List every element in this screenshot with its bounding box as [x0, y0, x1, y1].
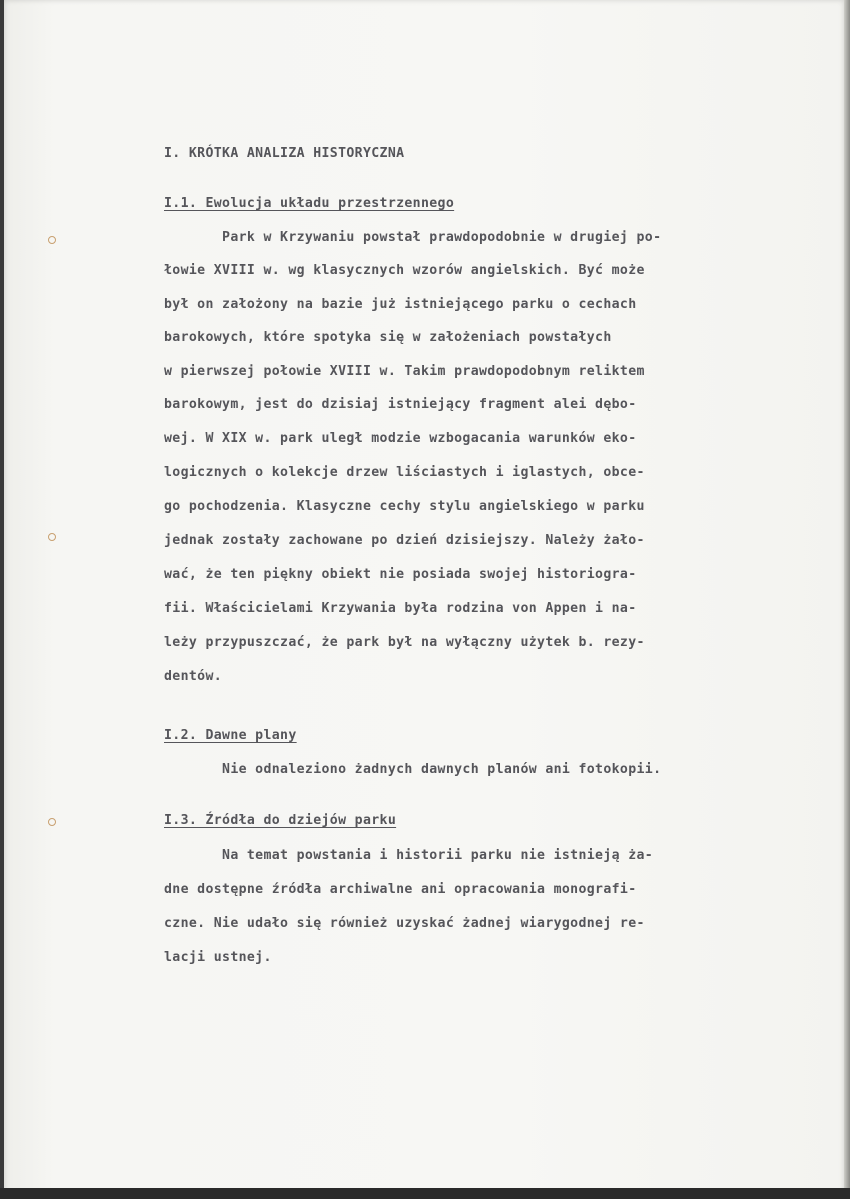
punch-hole-mark — [48, 236, 56, 244]
text-line: w pierwszej połowie XVIII w. Takim prawdopodobnym reliktem — [164, 364, 645, 379]
document-page — [4, 0, 844, 1199]
text-line: lacji ustnej. — [164, 950, 272, 965]
text-line: wać, że ten piękny obiekt nie posiada swojej historiogra- — [164, 567, 637, 582]
section-heading: I.2. Dawne plany — [164, 728, 297, 743]
chapter-title: I. KRÓTKA ANALIZA HISTORYCZNA — [164, 146, 405, 161]
text-line: był on założony na bazie już istniejącego parku o cechach — [164, 297, 637, 312]
text-line: czne. Nie udało się również uzyskać żadnej wiarygodnej re- — [164, 916, 645, 931]
section-heading: I.1. Ewolucja układu przestrzennego — [164, 196, 455, 211]
text-line: go pochodzenia. Klasyczne cechy stylu angielskiego w parku — [164, 499, 645, 514]
text-line: Nie odnaleziono żadnych dawnych planów ani fotokopii. — [164, 762, 662, 777]
text-line: dentów. — [164, 669, 223, 684]
punch-hole-mark — [48, 818, 56, 826]
text-line: dne dostępne źródła archiwalne ani opracowania monografi- — [164, 882, 637, 897]
scan-bottom-edge — [0, 1188, 850, 1199]
text-line: barokowym, jest do dzisiaj istniejący fragment alei dębo- — [164, 397, 637, 412]
text-line: Na temat powstania i historii parku nie istnieją ża- — [164, 848, 654, 863]
text-line: leży przypuszczać, że park był na wyłączny użytek b. rezy- — [164, 635, 645, 650]
section-heading: I.3. Źródła do dziejów parku — [164, 813, 397, 828]
text-line: barokowych, które spotyka się w założeniach powstałych — [164, 330, 612, 345]
scan-edge — [844, 0, 850, 1199]
text-line: łowie XVIII w. wg klasycznych wzorów angielskich. Być może — [164, 263, 645, 278]
text-line: logicznych o kolekcje drzew liściastych i iglastych, obce- — [164, 465, 645, 480]
punch-hole-mark — [48, 533, 56, 541]
text-line: Park w Krzywaniu powstał prawdopodobnie w drugiej po- — [164, 230, 662, 245]
text-line: jednak zostały zachowane po dzień dzisiejszy. Należy żało- — [164, 533, 645, 548]
text-line: wej. W XIX w. park uległ modzie wzbogacania warunków eko- — [164, 431, 637, 446]
text-line: fii. Właścicielami Krzywania była rodzina von Appen i na- — [164, 601, 637, 616]
